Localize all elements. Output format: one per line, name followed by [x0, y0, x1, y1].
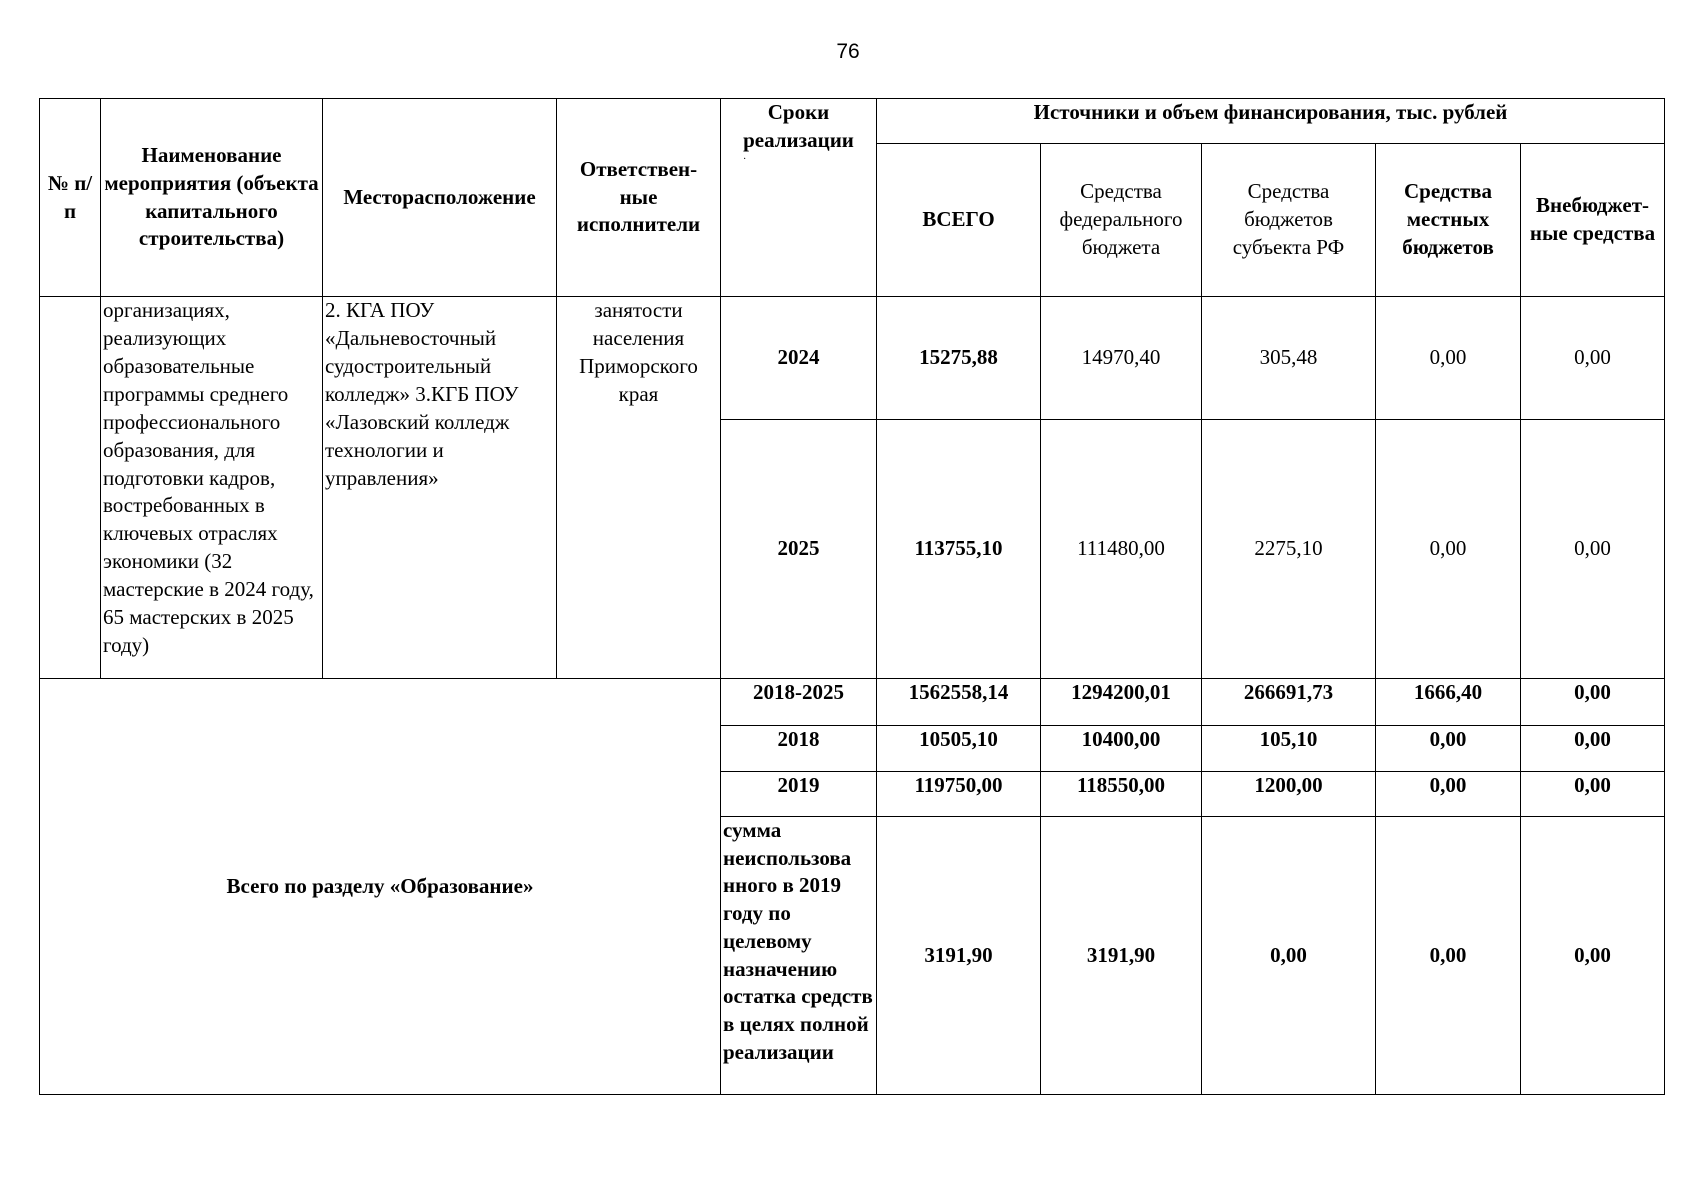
total-subject: 1200,00 [1202, 772, 1376, 817]
total-local: 0,00 [1376, 772, 1521, 817]
page-number: 76 [836, 40, 860, 63]
total-total: 10505,10 [877, 726, 1041, 772]
header-sources-title: Источники и объем финансирования, тыс. рублей [877, 99, 1665, 144]
header-num: № п/п [40, 99, 101, 297]
section-total-label: Всего по разделу «Образование» [40, 679, 721, 1095]
total-federal: 10400,00 [1041, 726, 1202, 772]
activity-local: 0,00 [1376, 420, 1521, 679]
header-period-dot: · [743, 153, 747, 165]
activity-num [40, 297, 101, 679]
activity-total: 113755,10 [877, 420, 1041, 679]
header-local: Средства местных бюджетов [1376, 144, 1521, 297]
activity-name: организациях, реализующих образовательные программы среднего профессионального образования, для подготовки кадров, востребованных в ключевых отраслях экономики (32 мастерские в 2024 году, 65 мастерских в 2025 году) [101, 297, 323, 679]
total-row-period [40, 679, 1665, 726]
activity-extra: 0,00 [1521, 297, 1665, 420]
total-local: 0,00 [1376, 817, 1521, 1095]
activity-year: 2025 [721, 420, 877, 679]
header-name: Наименование мероприятия (объекта капитального строительства) [101, 99, 323, 297]
total-federal: 3191,90 [1041, 817, 1202, 1095]
total-local: 0,00 [1376, 726, 1521, 772]
total-extra: 0,00 [1521, 772, 1665, 817]
total-extra: 0,00 [1521, 679, 1665, 726]
total-federal: 1294200,01 [1041, 679, 1202, 726]
total-period: 2019 [721, 772, 877, 817]
total-extra: 0,00 [1521, 726, 1665, 772]
header-period-label: Сроки реализации [743, 100, 854, 152]
header-extra: Внебюджет- ные средства [1521, 144, 1665, 297]
activity-extra: 0,00 [1521, 420, 1665, 679]
financing-table [39, 98, 1665, 1095]
header-row-1 [40, 99, 1665, 144]
activity-year: 2024 [721, 297, 877, 420]
header-subject: Средства бюджетов субъекта РФ [1202, 144, 1376, 297]
header-period [721, 99, 877, 297]
total-period: 2018 [721, 726, 877, 772]
total-local: 1666,40 [1376, 679, 1521, 726]
total-total: 1562558,14 [877, 679, 1041, 726]
activity-local: 0,00 [1376, 297, 1521, 420]
total-subject: 266691,73 [1202, 679, 1376, 726]
activity-location: 2. КГА ПОУ «Дальневосточный судостроительный колледж» 3.КГБ ПОУ «Лазовский колледж технологии и управления» [323, 297, 557, 679]
total-total: 119750,00 [877, 772, 1041, 817]
header-responsible: Ответствен- ные исполнители [557, 99, 721, 297]
activity-federal: 111480,00 [1041, 420, 1202, 679]
activity-subject: 2275,10 [1202, 420, 1376, 679]
activity-federal: 14970,40 [1041, 297, 1202, 420]
total-period-note: сумма неиспользова нного в 2019 году по целевому назначению остатка средств в целях полной реализации [721, 817, 877, 1095]
total-extra: 0,00 [1521, 817, 1665, 1095]
total-federal: 118550,00 [1041, 772, 1202, 817]
total-period: 2018-2025 [721, 679, 877, 726]
header-federal: Средства федерального бюджета [1041, 144, 1202, 297]
activity-subject: 305,48 [1202, 297, 1376, 420]
header-total: ВСЕГО [877, 144, 1041, 297]
activity-row-2024 [40, 297, 1665, 420]
total-subject: 0,00 [1202, 817, 1376, 1095]
activity-responsible: занятости населения Приморского края [557, 297, 721, 679]
total-total: 3191,90 [877, 817, 1041, 1095]
activity-total: 15275,88 [877, 297, 1041, 420]
header-location: Месторасположение [323, 99, 557, 297]
total-subject: 105,10 [1202, 726, 1376, 772]
